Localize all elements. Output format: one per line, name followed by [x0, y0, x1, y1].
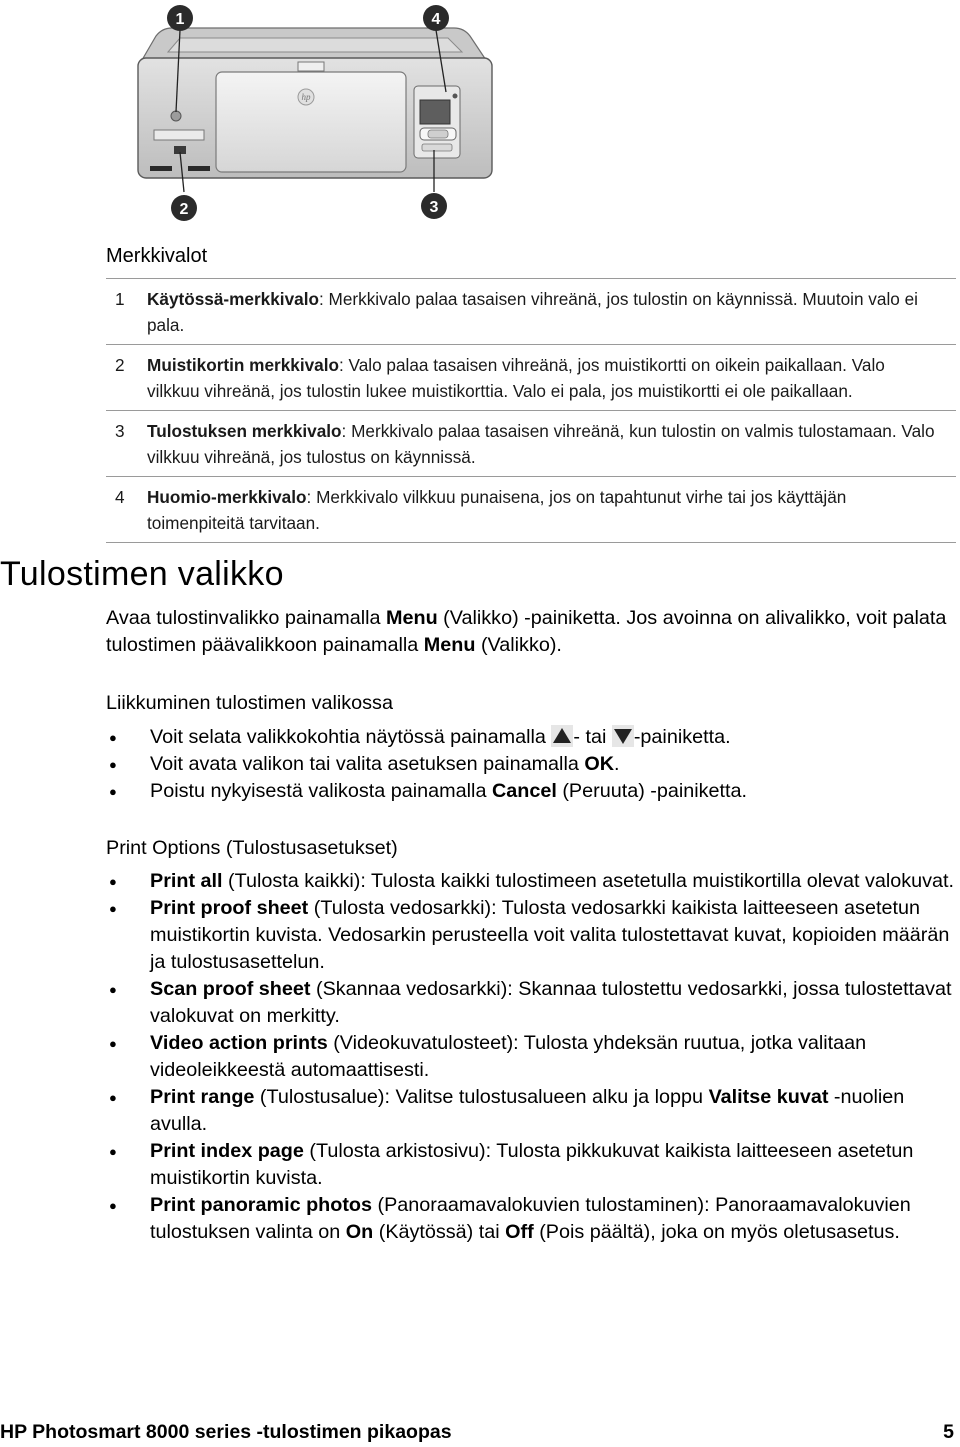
- bullet-icon: ●: [109, 1036, 117, 1051]
- menu-intro-paragraph: [106, 605, 951, 659]
- list-item: [106, 778, 956, 805]
- attention-light: [453, 94, 458, 99]
- list-item: [106, 1138, 956, 1192]
- section-heading-printer-menu: Tulostimen valikko: [0, 555, 284, 593]
- printer-illustration: [128, 0, 498, 228]
- hp-logo: [298, 89, 314, 105]
- intro-text: (Valikko) -painiketta. Jos avoinna on alivalikko, voit palata tulostimen päävalikkoon painamalla: [106, 607, 947, 656]
- callout-2: [171, 195, 197, 221]
- option-text: (Tulosta kaikki): Tulosta kaikki tulostimeen asetetulla muistikortilla olevat valokuvat.: [222, 870, 955, 892]
- light-row-3: [106, 410, 956, 476]
- option-term: Print all: [150, 870, 223, 892]
- option-text: (Pois päältä), joka on myös oletusasetus.: [533, 1221, 900, 1243]
- on-light: [171, 111, 181, 121]
- list-item: [106, 724, 956, 751]
- item-text: Voit selata valikkokohtia näytössä painamalla: [150, 726, 552, 748]
- option-text: (Tulosta vedosarkki): Tulosta vedosarkki kaikista laitteeseen asetetun muistikortin kuvista. Vedosarkin perusteella voit valita tulostettavat kuvat, kopioiden määrän ja tulostusasettelun.: [150, 897, 950, 973]
- option-text: (Panoraamavalokuvien tulostaminen): Panoraamavalokuvien tulostuksen valinta on: [150, 1194, 911, 1243]
- list-item: [106, 868, 956, 895]
- light-text: : Merkkivalo vilkkuu punaisena, jos on tapahtunut virhe tai jos käyttäjän toimenpiteitä tarvitaan.: [147, 487, 847, 533]
- option-text: (Tulosta arkistosivu): Tulosta pikkukuvat kaikista laitteeseen asetetun muistikortin kuvista.: [150, 1140, 914, 1189]
- light-description: [147, 418, 956, 470]
- bullet-icon: ●: [109, 1090, 117, 1105]
- svg-text:3: 3: [429, 199, 439, 216]
- item-text: Voit avata valikon tai valita asetuksen painamalla: [150, 753, 585, 775]
- light-term: Muistikortin merkkivalo: [147, 355, 339, 375]
- bullet-icon: ●: [109, 757, 117, 772]
- callout-3: [421, 193, 447, 219]
- light-text: : Valo palaa tasaisen vihreänä, jos muistikortti on oikein paikallaan. Valo vilkkuu vihreänä, jos tulostin lukee muistikorttia. Valo ei pala, jos muistikortti ei ole paikallaan.: [147, 355, 885, 401]
- lcd-screen: [420, 100, 450, 124]
- list-item: [106, 1084, 956, 1138]
- lights-heading: Merkkivalot: [106, 245, 208, 267]
- bullet-icon: ●: [109, 901, 117, 916]
- item-bold: OK: [584, 753, 615, 775]
- item-text: - tai: [573, 726, 612, 748]
- up-arrow-icon: [551, 725, 573, 747]
- item-text: .: [614, 753, 620, 775]
- page-number: 5: [943, 1421, 954, 1443]
- callout-4: [423, 5, 449, 31]
- bullet-icon: ●: [109, 730, 117, 745]
- print-options-list: [106, 868, 956, 1246]
- svg-text:4: 4: [431, 11, 441, 28]
- callout-1: [167, 5, 193, 31]
- light-text: : Merkkivalo palaa tasaisen vihreänä, kun tulostin on valmis tulostamaan. Valo vilkkuu vihreänä, jos tulostus on käynnissä.: [147, 421, 935, 467]
- light-row-2: [106, 344, 956, 410]
- option-text: (Skannaa vedosarkki): Skannaa tulostettu vedosarkki, jossa tulostettavat valokuvat on merkitty.: [150, 978, 952, 1027]
- print-light: [422, 144, 452, 151]
- lights-table: [106, 278, 956, 543]
- item-text: -painiketta.: [633, 726, 731, 748]
- option-term: Valitse kuvat: [708, 1086, 829, 1108]
- intro-bold-menu: Menu: [386, 607, 438, 629]
- light-number: 1: [115, 289, 125, 309]
- light-description: [147, 484, 956, 536]
- light-number: 2: [115, 355, 125, 375]
- option-term: Off: [505, 1221, 534, 1243]
- option-text: (Videokuvatulosteet): Tulosta yhdeksän ruutua, jotka valitaan videoleikkeestä automaattisesti.: [150, 1032, 867, 1081]
- bullet-icon: ●: [109, 1198, 117, 1213]
- footer-title: HP Photosmart 8000 series -tulostimen pikaopas: [0, 1421, 452, 1443]
- item-text: Poistu nykyisestä valikosta painamalla: [150, 780, 492, 802]
- light-text: : Merkkivalo palaa tasaisen vihreänä, jos tulostin on käynnissä. Muutoin valo ei pala.: [147, 289, 918, 335]
- item-text: (Peruuta) -painiketta.: [556, 780, 748, 802]
- option-text: -nuolien avulla.: [150, 1086, 905, 1135]
- list-item: [106, 976, 956, 1030]
- intro-bold-menu: Menu: [423, 634, 476, 656]
- light-number: 3: [115, 421, 125, 441]
- option-term: On: [345, 1221, 374, 1243]
- down-arrow-icon: [612, 725, 634, 747]
- option-text: (Tulostusalue): Valitse tulostusalueen alku ja loppu: [254, 1086, 709, 1108]
- option-term: Video action prints: [150, 1032, 328, 1054]
- light-description: [147, 352, 956, 404]
- navigation-list: [106, 724, 956, 805]
- option-term: Scan proof sheet: [150, 978, 311, 1000]
- bullet-icon: ●: [109, 1144, 117, 1159]
- svg-text:1: 1: [175, 11, 185, 28]
- list-item: [106, 751, 956, 778]
- list-item: [106, 895, 956, 976]
- memory-card-slot: [154, 130, 204, 140]
- list-item: [106, 1192, 956, 1246]
- print-options-heading: Print Options (Tulostusasetukset): [106, 837, 398, 859]
- list-item: [106, 1030, 956, 1084]
- hp-logo-text: hp: [301, 92, 311, 102]
- option-text: (Käytössä) tai: [373, 1221, 506, 1243]
- light-term: Huomio-merkkivalo: [147, 487, 307, 507]
- light-term: Käytössä-merkkivalo: [147, 289, 319, 309]
- light-term: Tulostuksen merkkivalo: [147, 421, 342, 441]
- bullet-icon: ●: [109, 874, 117, 889]
- light-number: 4: [115, 487, 125, 507]
- option-term: Print panoramic photos: [150, 1194, 373, 1216]
- option-term: Print index page: [150, 1140, 304, 1162]
- light-row-1: [106, 278, 956, 344]
- intro-text: Avaa tulostinvalikko painamalla: [106, 607, 387, 629]
- svg-text:2: 2: [179, 201, 189, 218]
- light-row-4: [106, 476, 956, 543]
- light-description: [147, 286, 956, 338]
- bullet-icon: ●: [109, 784, 117, 799]
- option-term: Print range: [150, 1086, 255, 1108]
- intro-text: (Valikko).: [475, 634, 562, 656]
- bullet-icon: ●: [109, 982, 117, 997]
- item-bold: Cancel: [491, 780, 557, 802]
- navigation-heading: Liikkuminen tulostimen valikossa: [106, 692, 393, 714]
- option-term: Print proof sheet: [150, 897, 309, 919]
